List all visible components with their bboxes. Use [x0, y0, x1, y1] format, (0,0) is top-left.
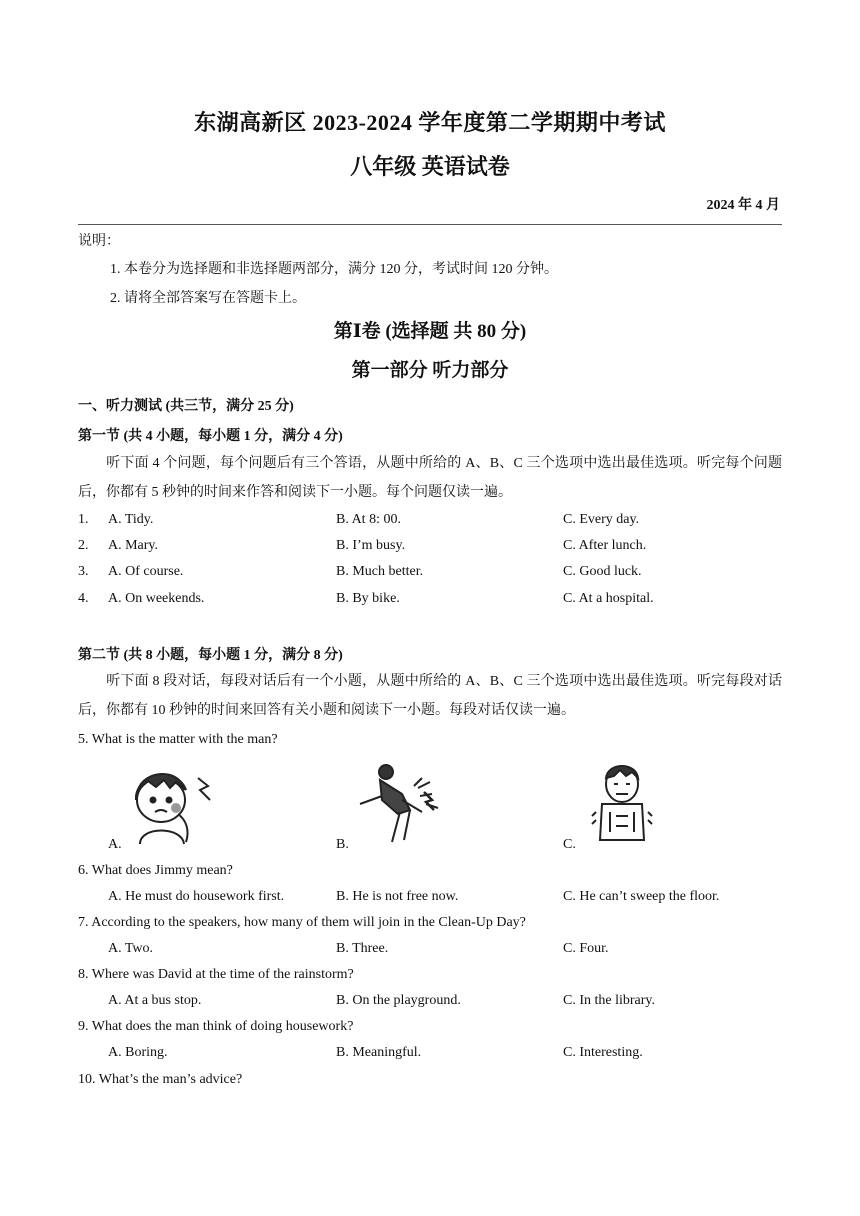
option-b: B. On the playground.: [336, 993, 461, 1008]
question-number: 3.: [78, 564, 89, 579]
question-row-1: [78, 512, 782, 534]
note-item-2: 2. 请将全部答案写在答题卡上。: [110, 291, 306, 306]
exam-date: 2024 年 4 月: [706, 198, 780, 213]
option-a: A. He must do housework first.: [108, 889, 285, 904]
option-c: C. At a hospital.: [563, 591, 654, 606]
backache-man-picture: [352, 760, 452, 846]
question-number: 1.: [78, 512, 89, 527]
option-b: B. Three.: [336, 941, 389, 956]
option-a: A. Tidy.: [108, 512, 154, 527]
headache-boy-picture: [126, 760, 216, 846]
option-b: B. Meaningful.: [336, 1045, 422, 1060]
option-a: A. Mary.: [108, 538, 159, 553]
option-c: C. Interesting.: [563, 1045, 643, 1060]
volume-title: 第Ⅰ卷 (选择题 共 80 分): [333, 321, 527, 342]
question-number: 2.: [78, 538, 89, 553]
option-b: B. At 8: 00.: [336, 512, 401, 527]
picture-option-c-label: C.: [563, 837, 576, 852]
question-8: 8. Where was David at the time of the rainstorm?: [78, 967, 354, 982]
section1-heading: 第一节 (共 4 小题，每小题 1 分，满分 4 分): [78, 429, 343, 444]
question-9-options: [78, 1045, 782, 1067]
part-title: 第一部分 听力部分: [351, 360, 509, 381]
question-8-options: [78, 993, 782, 1015]
option-c: C. After lunch.: [563, 538, 647, 553]
exam-title: 东湖高新区 2023-2024 学年度第二学期期中考试: [194, 110, 666, 135]
header-divider: [78, 224, 782, 225]
picture-option-a-label: A.: [108, 837, 122, 852]
question-6-options: [78, 889, 782, 911]
question-9: 9. What does the man think of doing housework?: [78, 1019, 354, 1034]
question-7-options: [78, 941, 782, 963]
question-5: 5. What is the matter with the man?: [78, 732, 278, 747]
option-a: A. On weekends.: [108, 591, 205, 606]
option-c: C. Good luck.: [563, 564, 642, 579]
option-a: A. Of course.: [108, 564, 184, 579]
notes-label: 说明：: [78, 234, 120, 249]
option-c: C. Four.: [563, 941, 609, 956]
option-c: C. Every day.: [563, 512, 640, 527]
option-b: B. Much better.: [336, 564, 424, 579]
question-number: 4.: [78, 591, 89, 606]
option-c: C. In the library.: [563, 993, 656, 1008]
question-6: 6. What does Jimmy mean?: [78, 863, 233, 878]
question-7: 7. According to the speakers, how many of them will join in the Clean-Up Day?: [78, 915, 526, 930]
question-row-2: [78, 538, 782, 560]
question-row-4: [78, 591, 782, 613]
section2-instructions: 听下面 8 段对话，每段对话后有一个小题，从题中所给的 A、B、C 三个选项中选出最佳选项。听完每段对话后，你都有 10 秒钟的时间来回答有关小题和阅读下一小题。每段对话仅读一遍。: [78, 674, 782, 718]
option-b: B. By bike.: [336, 591, 400, 606]
picture-option-b-label: B.: [336, 837, 349, 852]
option-b: B. I’m busy.: [336, 538, 406, 553]
section2-heading: 第二节 (共 8 小题，每小题 1 分，满分 8 分): [78, 648, 343, 663]
option-a: A. At a bus stop.: [108, 993, 202, 1008]
option-c: C. He can’t sweep the floor.: [563, 889, 720, 904]
option-a: A. Boring.: [108, 1045, 168, 1060]
note-item-1: 1. 本卷分为选择题和非选择题两部分，满分 120 分，考试时间 120 分钟。: [110, 262, 558, 277]
exam-subtitle: 八年级 英语试卷: [350, 154, 510, 179]
question-10: 10. What’s the man’s advice?: [78, 1072, 243, 1087]
section1-instructions: 听下面 4 个问题，每个问题后有三个答语，从题中所给的 A、B、C 三个选项中选出最佳选项。听完每个问题后，你都有 5 秒钟的时间来作答和阅读下一小题。每个问题仅读一遍。: [78, 456, 782, 500]
cold-man-picture: [590, 760, 660, 846]
option-b: B. He is not free now.: [336, 889, 459, 904]
listening-heading: 一、听力测试 (共三节，满分 25 分): [78, 399, 294, 414]
option-a: A. Two.: [108, 941, 154, 956]
question-row-3: [78, 564, 782, 586]
